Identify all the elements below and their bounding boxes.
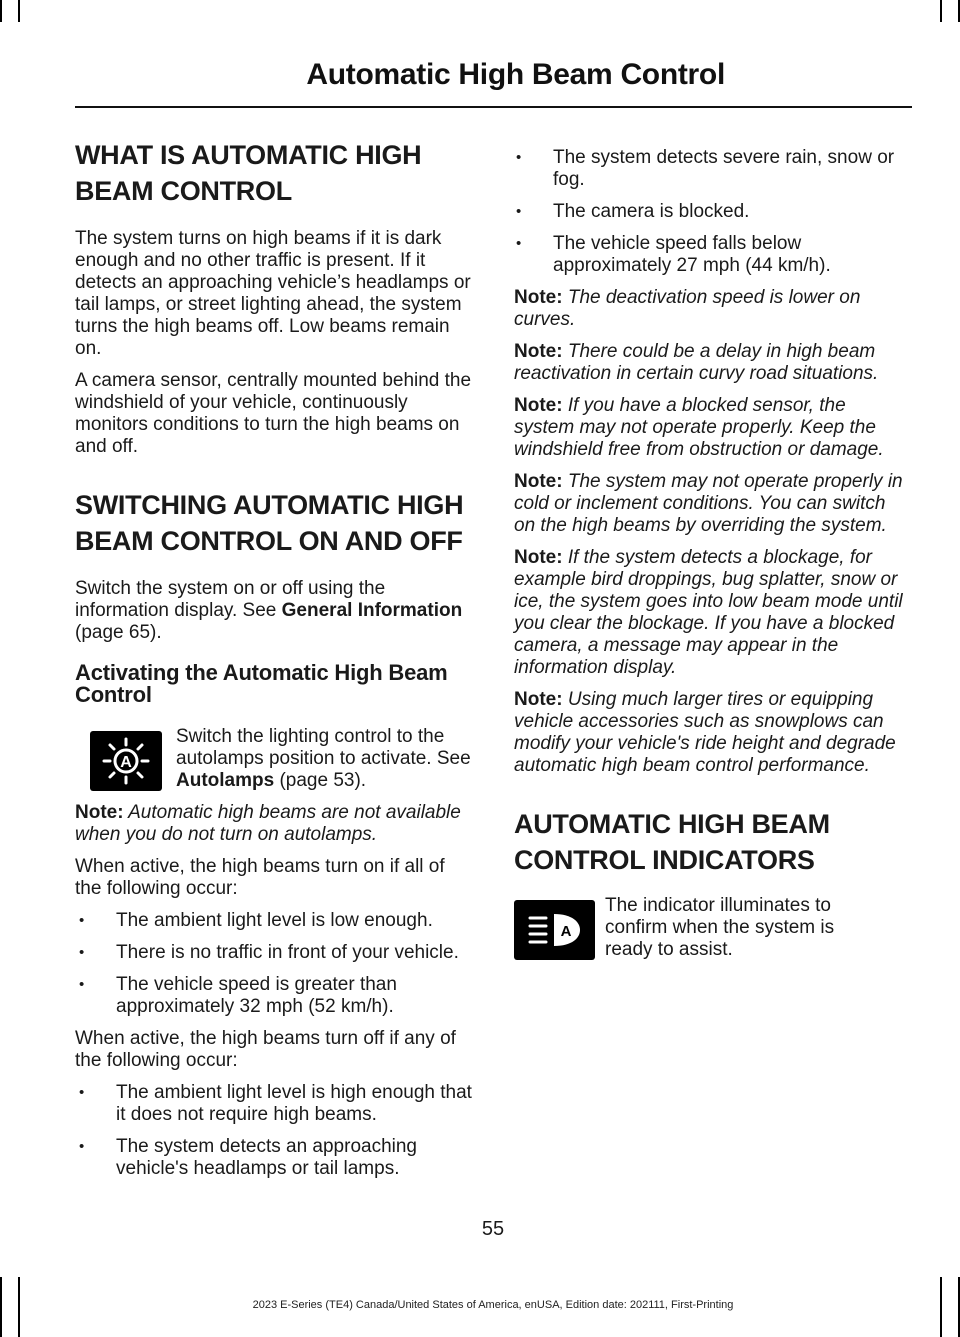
off-conditions-list-continued <box>512 147 909 277</box>
crop-mark <box>0 0 2 22</box>
page-header-title: Automatic High Beam Control <box>306 58 725 91</box>
note: Note: There could be a delay in high beam reactivation in certain curvy road situations. <box>514 341 879 384</box>
footer-edition-info: 2023 E-Series (TE4) Canada/United States of America, enUSA, Edition date: 202111, First-Printing <box>252 1299 734 1311</box>
crop-mark <box>18 0 20 22</box>
on-conditions-list <box>75 910 475 1018</box>
section-heading-what-is: WHAT IS AUTOMATIC HIGH BEAM CONTROL <box>75 140 422 206</box>
list-item: • The vehicle speed falls below approximately 27 mph (44 km/h). <box>512 233 909 277</box>
paragraph: A camera sensor, centrally mounted behind the windshield of your vehicle, continuously monitors conditions to turn the high beams on and off. <box>75 370 472 457</box>
list-item: • The ambient light level is low enough. <box>75 910 475 932</box>
svg-text:A: A <box>560 923 571 940</box>
list-item: • There is no traffic in front of your vehicle. <box>75 942 475 964</box>
note: Note: Using much larger tires or equipping vehicle accessories such as snowplows can modify your vehicle's ride height and degrade automatic high beam control performance. <box>514 689 896 776</box>
subsection-heading-activating: Activating the Automatic High Beam Control <box>75 660 448 707</box>
auto-high-beam-indicator-icon <box>514 900 595 960</box>
autolamps-icon <box>90 731 162 791</box>
list-item: • The vehicle speed is greater than approximately 32 mph (52 km/h). <box>75 974 475 1018</box>
note: Note: Automatic high beams are not available when you do not turn on autolamps. <box>75 802 461 845</box>
svg-text:A: A <box>120 754 132 771</box>
note: Note: If you have a blocked sensor, the system may not operate properly. Keep the windshield free from obstruction or damage. <box>514 395 884 460</box>
paragraph: When active, the high beams turn on if all of the following occur: <box>75 856 445 899</box>
crop-mark <box>940 0 942 22</box>
link-autolamps[interactable]: Autolamps <box>176 770 275 791</box>
list-item: • The system detects severe rain, snow or fog. <box>512 147 909 191</box>
section-heading-indicators: AUTOMATIC HIGH BEAM CONTROL INDICATORS <box>514 809 830 875</box>
list-item: • The ambient light level is high enough that it does not require high beams. <box>75 1082 475 1126</box>
link-general-information[interactable]: General Information <box>281 600 463 621</box>
page-number: 55 <box>481 1218 505 1240</box>
list-item: • The system detects an approaching vehicle's headlamps or tail lamps. <box>75 1136 475 1180</box>
right-column <box>514 147 909 961</box>
note: Note: The system may not operate properly in cold or inclement conditions. You can switch on the high beams by overriding the system. <box>514 471 903 536</box>
paragraph: The system turns on high beams if it is dark enough and no other traffic is present. If it detects an approaching vehicle’s headlamps or tail lamps, or street lighting ahead, the system turns the high beams off. Low beams remain on. <box>75 228 471 359</box>
note: Note: If the system detects a blockage, for example bird droppings, bug splatter, snow or ice, the system goes into low beam mode until you clear the blockage. If you have a blocked camera, a message may appear in the information display. <box>514 547 903 678</box>
left-column <box>75 140 475 1190</box>
autolamps-icon-row <box>0 726 475 792</box>
list-item: • The camera is blocked. <box>512 201 909 223</box>
paragraph: Switch the system on or off using the information display. See General Information (page 65). <box>75 578 463 643</box>
note: Note: The deactivation speed is lower on curves. <box>514 287 861 330</box>
indicator-description: The indicator illuminates to confirm when the system is ready to assist. <box>605 895 835 960</box>
indicator-row <box>514 895 909 961</box>
section-heading-switching: SWITCHING AUTOMATIC HIGH BEAM CONTROL ON AND OFF <box>75 490 464 556</box>
paragraph: When active, the high beams turn off if any of the following occur: <box>75 1028 456 1071</box>
off-conditions-list <box>75 1082 475 1180</box>
autolamps-instruction: Switch the lighting control to the autolamps position to activate. See Autolamps (page 53). <box>176 726 471 791</box>
header-rule <box>75 106 912 108</box>
